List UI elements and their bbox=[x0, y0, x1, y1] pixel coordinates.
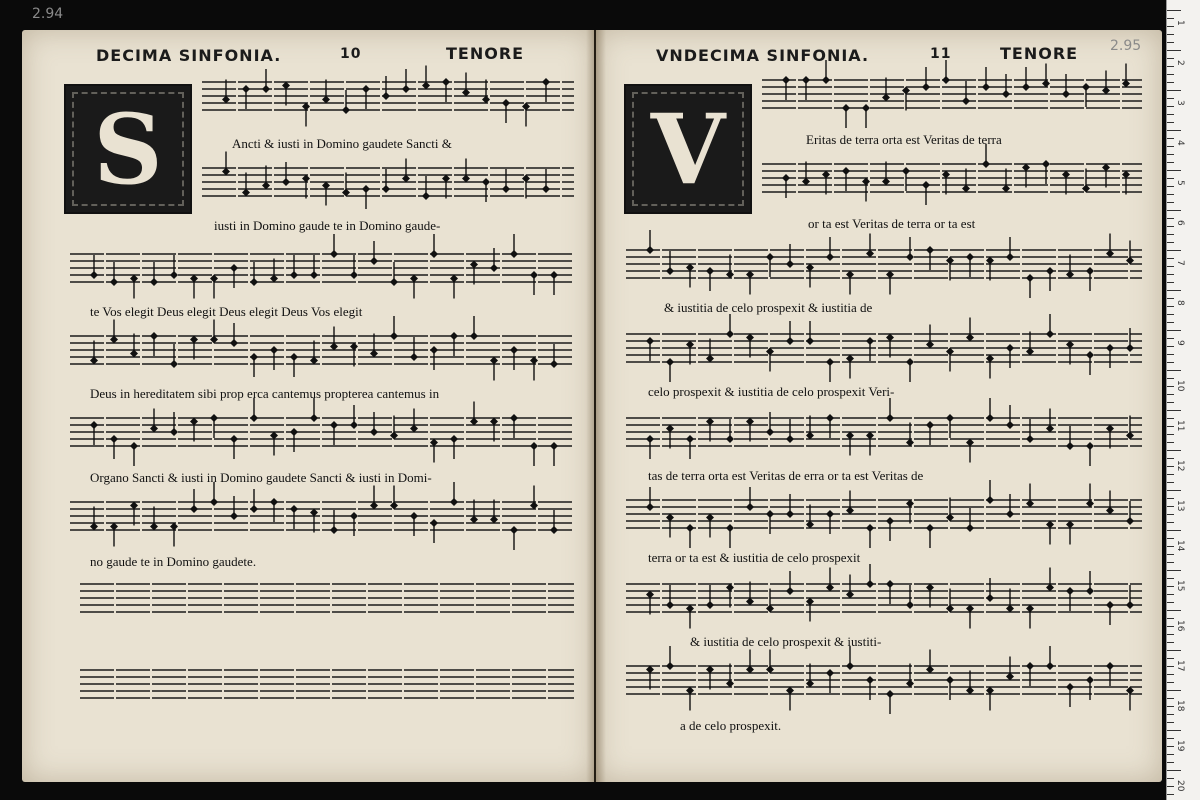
right-page-number: 11 bbox=[930, 46, 952, 62]
ruler-tick bbox=[1167, 306, 1174, 307]
ruler-tick bbox=[1167, 498, 1174, 499]
initial-letter-v: V bbox=[650, 92, 726, 206]
staff bbox=[626, 662, 1142, 702]
ruler-number: 3 bbox=[1175, 100, 1185, 106]
ruler-tick bbox=[1167, 506, 1174, 507]
ruler-tick bbox=[1167, 210, 1181, 211]
ruler-tick bbox=[1167, 754, 1174, 755]
ruler-tick bbox=[1167, 42, 1174, 43]
ruler-tick bbox=[1167, 786, 1174, 787]
staff bbox=[626, 496, 1142, 536]
left-lyric-line-6: no gaude te in Domino gaudete. bbox=[90, 554, 257, 569]
ruler-tick bbox=[1167, 330, 1181, 331]
ruler-number: 6 bbox=[1175, 220, 1185, 226]
ruler-tick bbox=[1167, 226, 1174, 227]
ruler-tick bbox=[1167, 466, 1174, 467]
ruler-number: 20 bbox=[1175, 780, 1185, 792]
right-lyric-line-5: tas de terra orta est Veritas de erra or ta est Veritas de bbox=[648, 468, 924, 483]
ruler-tick bbox=[1167, 538, 1174, 539]
staff bbox=[626, 580, 1142, 620]
ruler-tick bbox=[1167, 698, 1174, 699]
ruler-tick bbox=[1167, 490, 1181, 491]
left-page-number: 10 bbox=[340, 46, 362, 62]
ruler-tick bbox=[1167, 298, 1174, 299]
staff bbox=[626, 414, 1142, 454]
ruler-tick bbox=[1167, 58, 1174, 59]
ruler-tick bbox=[1167, 162, 1174, 163]
right-lyric-line-4: celo prospexit & iustitia de celo prospexit Veri- bbox=[648, 384, 895, 399]
left-lyric-line-3: te Vos elegit Deus elegit Deus elegit Deus Vos elegit bbox=[90, 304, 363, 319]
left-voice: TENORE bbox=[446, 44, 525, 63]
ruler-tick bbox=[1167, 346, 1174, 347]
ruler-tick bbox=[1167, 370, 1181, 371]
ruler-tick bbox=[1167, 282, 1174, 283]
ruler-tick bbox=[1167, 194, 1174, 195]
measuring-ruler bbox=[1166, 0, 1200, 800]
right-lyric-line-1: Eritas de terra orta est Veritas de terra bbox=[806, 132, 1002, 147]
right-lyric-line-3: & iustitia de celo prospexit & iustitia de bbox=[664, 300, 873, 315]
ruler-tick bbox=[1167, 530, 1181, 531]
ruler-tick bbox=[1167, 618, 1174, 619]
right-lyric-line-7: & iustitia de celo prospexit & iustiti- bbox=[690, 634, 882, 649]
ruler-tick bbox=[1167, 130, 1181, 131]
ruler-tick bbox=[1167, 218, 1174, 219]
ruler-number: 11 bbox=[1175, 420, 1185, 432]
ruler-tick bbox=[1167, 18, 1174, 19]
ruler-tick bbox=[1167, 762, 1174, 763]
ruler-number: 15 bbox=[1175, 580, 1185, 592]
ruler-tick bbox=[1167, 186, 1174, 187]
ruler-tick bbox=[1167, 418, 1174, 419]
ruler-tick bbox=[1167, 658, 1174, 659]
ruler-tick bbox=[1167, 602, 1174, 603]
ruler-number: 13 bbox=[1175, 500, 1185, 512]
ruler-tick bbox=[1167, 154, 1174, 155]
ruler-tick bbox=[1167, 394, 1174, 395]
ruler-tick bbox=[1167, 178, 1174, 179]
ruler-number: 2 bbox=[1175, 60, 1185, 66]
ruler-tick bbox=[1167, 410, 1181, 411]
ruler-tick bbox=[1167, 778, 1174, 779]
ruler-number: 5 bbox=[1175, 180, 1185, 186]
ruler-tick bbox=[1167, 714, 1174, 715]
ruler-tick bbox=[1167, 146, 1174, 147]
staff bbox=[70, 414, 574, 454]
ruler-tick bbox=[1167, 10, 1181, 11]
ruler-tick bbox=[1167, 738, 1174, 739]
ruler-tick bbox=[1167, 578, 1174, 579]
staff bbox=[80, 666, 574, 706]
ruler-tick bbox=[1167, 402, 1174, 403]
ruler-tick bbox=[1167, 794, 1174, 795]
ruler-tick bbox=[1167, 250, 1181, 251]
ruler-tick bbox=[1167, 474, 1174, 475]
ruler-tick bbox=[1167, 138, 1174, 139]
ruler-tick bbox=[1167, 674, 1174, 675]
ruler-tick bbox=[1167, 386, 1174, 387]
initial-letter-s: S bbox=[93, 92, 163, 206]
ruler-tick bbox=[1167, 610, 1181, 611]
ruler-tick bbox=[1167, 458, 1174, 459]
ruler-tick bbox=[1167, 362, 1174, 363]
ruler-tick bbox=[1167, 682, 1174, 683]
ruler-tick bbox=[1167, 634, 1174, 635]
ruler-tick bbox=[1167, 770, 1181, 771]
right-title: VNDECIMA SINFONIA. bbox=[656, 46, 870, 65]
decorated-initial-v bbox=[624, 84, 752, 214]
ruler-number: 19 bbox=[1175, 740, 1185, 752]
ruler-tick bbox=[1167, 546, 1174, 547]
ruler-tick bbox=[1167, 642, 1174, 643]
ruler-tick bbox=[1167, 234, 1174, 235]
staff bbox=[202, 164, 574, 204]
ruler-number: 10 bbox=[1175, 380, 1185, 392]
ruler-tick bbox=[1167, 554, 1174, 555]
ruler-tick bbox=[1167, 290, 1181, 291]
decorated-initial-s bbox=[64, 84, 192, 214]
ruler-number: 17 bbox=[1175, 660, 1185, 672]
ruler-number: 18 bbox=[1175, 700, 1185, 712]
ruler-tick bbox=[1167, 586, 1174, 587]
ruler-tick bbox=[1167, 570, 1181, 571]
ruler-tick bbox=[1167, 322, 1174, 323]
ruler-tick bbox=[1167, 434, 1174, 435]
staff bbox=[70, 332, 574, 372]
staff bbox=[70, 498, 574, 538]
left-pencil-number: 2.94 bbox=[32, 6, 64, 22]
ruler-number: 4 bbox=[1175, 140, 1185, 146]
ruler-tick bbox=[1167, 50, 1181, 51]
ruler-tick bbox=[1167, 690, 1181, 691]
left-title: DECIMA SINFONIA. bbox=[96, 46, 282, 65]
ruler-tick bbox=[1167, 722, 1174, 723]
ruler-tick bbox=[1167, 122, 1174, 123]
ruler-tick bbox=[1167, 74, 1174, 75]
ruler-tick bbox=[1167, 90, 1181, 91]
ruler-tick bbox=[1167, 650, 1181, 651]
ruler-tick bbox=[1167, 482, 1174, 483]
ruler-tick bbox=[1167, 82, 1174, 83]
ruler-tick bbox=[1167, 274, 1174, 275]
staff bbox=[70, 250, 574, 290]
ruler-tick bbox=[1167, 522, 1174, 523]
ruler-number: 14 bbox=[1175, 540, 1185, 552]
ruler-tick bbox=[1167, 514, 1174, 515]
book-gutter bbox=[586, 30, 606, 782]
ruler-number: 8 bbox=[1175, 300, 1185, 306]
left-lyric-line-4: Deus in hereditatem sibi prop erca cantemus propterea cantemus in bbox=[90, 386, 440, 401]
ruler-tick bbox=[1167, 626, 1174, 627]
ruler-tick bbox=[1167, 242, 1174, 243]
ruler-tick bbox=[1167, 666, 1174, 667]
staff bbox=[762, 160, 1142, 200]
ruler-tick bbox=[1167, 34, 1174, 35]
left-lyric-line-1: Ancti & iusti in Domino gaudete Sancti & bbox=[232, 136, 452, 151]
right-voice: TENORE bbox=[1000, 44, 1079, 63]
staff bbox=[202, 78, 574, 118]
ruler-number: 12 bbox=[1175, 460, 1185, 472]
ruler-tick bbox=[1167, 338, 1174, 339]
ruler-tick bbox=[1167, 378, 1174, 379]
ruler-number: 16 bbox=[1175, 620, 1185, 632]
ruler-tick bbox=[1167, 26, 1174, 27]
right-lyric-line-2: or ta est Veritas de terra or ta est bbox=[808, 216, 976, 231]
ruler-tick bbox=[1167, 266, 1174, 267]
left-lyric-line-2: iusti in Domino gaude te in Domino gaude- bbox=[214, 218, 441, 233]
ruler-tick bbox=[1167, 354, 1174, 355]
ruler-number: 7 bbox=[1175, 260, 1185, 266]
ruler-tick bbox=[1167, 746, 1174, 747]
ruler-tick bbox=[1167, 258, 1174, 259]
ruler-tick bbox=[1167, 594, 1174, 595]
ruler-tick bbox=[1167, 106, 1174, 107]
ruler-tick bbox=[1167, 314, 1174, 315]
right-pencil-number: 2.95 bbox=[1110, 38, 1142, 54]
staff bbox=[762, 76, 1142, 116]
right-lyric-line-8: a de celo prospexit. bbox=[680, 718, 782, 733]
ruler-tick bbox=[1167, 114, 1174, 115]
ruler-tick bbox=[1167, 98, 1174, 99]
ruler-tick bbox=[1167, 450, 1181, 451]
left-lyric-line-5: Organo Sancti & iusti in Domino gaudete Sancti & iusti in Domi- bbox=[90, 470, 432, 485]
ruler-tick bbox=[1167, 202, 1174, 203]
right-lyric-line-6: terra or ta est & iustitia de celo prospexit bbox=[648, 550, 861, 565]
staff bbox=[626, 330, 1142, 370]
ruler-tick bbox=[1167, 706, 1174, 707]
ruler-tick bbox=[1167, 730, 1181, 731]
ruler-tick bbox=[1167, 170, 1181, 171]
staff bbox=[626, 246, 1142, 286]
ruler-number: 1 bbox=[1175, 20, 1185, 26]
staff bbox=[80, 580, 574, 620]
ruler-tick bbox=[1167, 66, 1174, 67]
ruler-number: 9 bbox=[1175, 340, 1185, 346]
ruler-tick bbox=[1167, 562, 1174, 563]
ruler-tick bbox=[1167, 442, 1174, 443]
ruler-tick bbox=[1167, 426, 1174, 427]
